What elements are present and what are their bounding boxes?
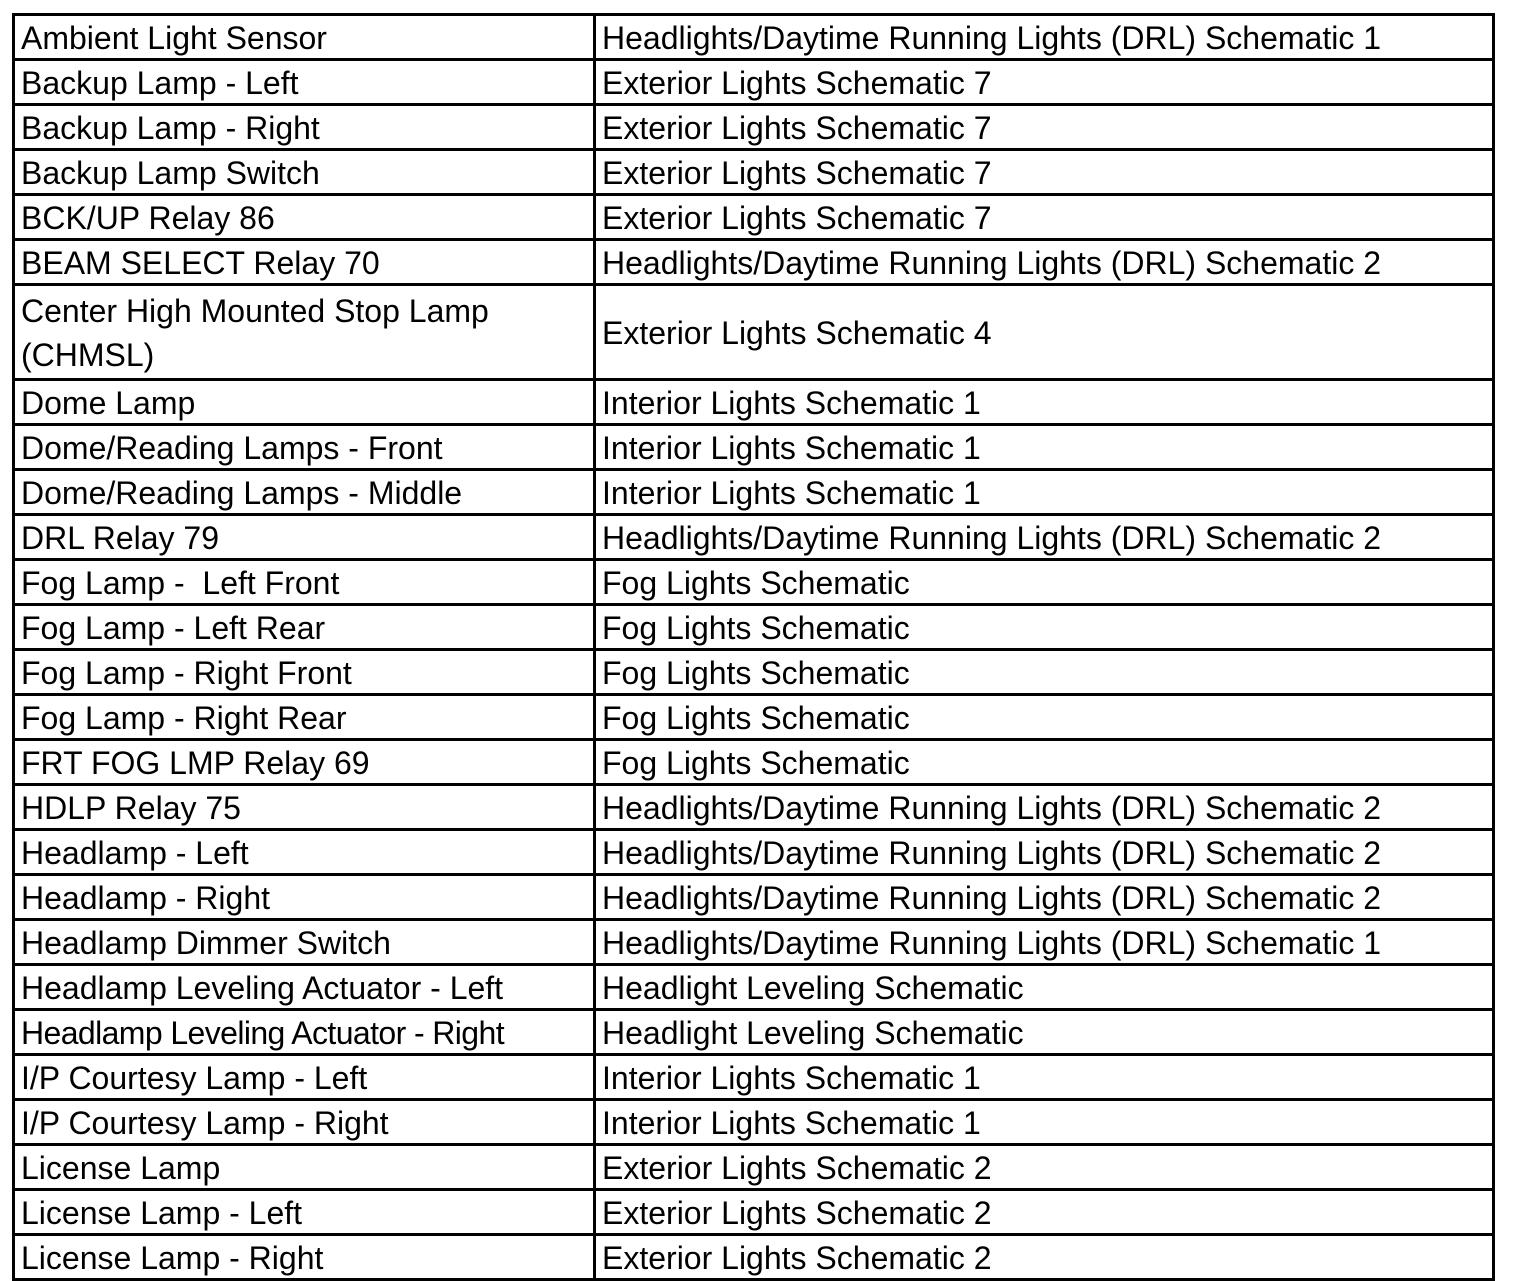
component-cell: Headlamp - Left — [14, 830, 595, 875]
component-cell: Headlamp Dimmer Switch — [14, 920, 595, 965]
schematic-reference-cell: Headlight Leveling Schematic — [595, 965, 1494, 1010]
table-row — [14, 605, 1494, 650]
table-row — [14, 830, 1494, 875]
component-cell: Backup Lamp - Left — [14, 60, 595, 105]
table-row — [14, 1010, 1494, 1055]
table-row — [14, 1190, 1494, 1235]
component-cell: DRL Relay 79 — [14, 515, 595, 560]
table-row — [14, 695, 1494, 740]
table-row — [14, 650, 1494, 695]
component-cell: Backup Lamp - Right — [14, 105, 595, 150]
table-row — [14, 920, 1494, 965]
component-cell: Headlamp - Right — [14, 875, 595, 920]
component-cell: BEAM SELECT Relay 70 — [14, 240, 595, 285]
component-index-body — [14, 15, 1494, 1280]
schematic-reference-cell: Headlights/Daytime Running Lights (DRL) Schematic 1 — [595, 920, 1494, 965]
component-cell: Headlamp Leveling Actuator - Left — [14, 965, 595, 1010]
table-row — [14, 560, 1494, 605]
table-row — [14, 470, 1494, 515]
component-cell: FRT FOG LMP Relay 69 — [14, 740, 595, 785]
schematic-reference-cell: Headlights/Daytime Running Lights (DRL) Schematic 2 — [595, 830, 1494, 875]
schematic-reference-cell: Exterior Lights Schematic 7 — [595, 105, 1494, 150]
component-cell: Fog Lamp - Left Front — [14, 560, 595, 605]
schematic-reference-cell: Headlights/Daytime Running Lights (DRL) Schematic 1 — [595, 15, 1494, 60]
component-cell: License Lamp - Left — [14, 1190, 595, 1235]
schematic-reference-cell: Interior Lights Schematic 1 — [595, 425, 1494, 470]
schematic-reference-cell: Exterior Lights Schematic 2 — [595, 1145, 1494, 1190]
component-cell: I/P Courtesy Lamp - Right — [14, 1100, 595, 1145]
schematic-reference-cell: Exterior Lights Schematic 7 — [595, 195, 1494, 240]
schematic-reference-cell: Interior Lights Schematic 1 — [595, 380, 1494, 425]
component-cell: Ambient Light Sensor — [14, 15, 595, 60]
schematic-reference-cell: Fog Lights Schematic — [595, 605, 1494, 650]
component-cell: Headlamp Leveling Actuator - Right — [14, 1010, 595, 1055]
component-cell: Backup Lamp Switch — [14, 150, 595, 195]
schematic-reference-cell: Headlights/Daytime Running Lights (DRL) Schematic 2 — [595, 240, 1494, 285]
table-row — [14, 60, 1494, 105]
component-cell: Fog Lamp - Right Rear — [14, 695, 595, 740]
table-row — [14, 875, 1494, 920]
schematic-reference-cell: Fog Lights Schematic — [595, 740, 1494, 785]
component-cell: Fog Lamp - Right Front — [14, 650, 595, 695]
table-row — [14, 785, 1494, 830]
schematic-reference-cell: Exterior Lights Schematic 7 — [595, 150, 1494, 195]
table-row — [14, 150, 1494, 195]
table-row — [14, 240, 1494, 285]
component-cell: License Lamp — [14, 1145, 595, 1190]
table-row — [14, 1235, 1494, 1280]
component-cell: License Lamp - Right — [14, 1235, 595, 1280]
schematic-reference-cell: Exterior Lights Schematic 7 — [595, 60, 1494, 105]
component-cell: Fog Lamp - Left Rear — [14, 605, 595, 650]
table-row — [14, 15, 1494, 60]
component-index-table — [12, 13, 1495, 1281]
schematic-reference-cell: Headlights/Daytime Running Lights (DRL) Schematic 2 — [595, 785, 1494, 830]
schematic-reference-cell: Exterior Lights Schematic 4 — [595, 285, 1494, 380]
schematic-reference-cell: Interior Lights Schematic 1 — [595, 1055, 1494, 1100]
component-cell: I/P Courtesy Lamp - Left — [14, 1055, 595, 1100]
schematic-reference-cell: Exterior Lights Schematic 2 — [595, 1235, 1494, 1280]
component-cell: Dome Lamp — [14, 380, 595, 425]
schematic-reference-cell: Exterior Lights Schematic 2 — [595, 1190, 1494, 1235]
schematic-reference-cell: Headlights/Daytime Running Lights (DRL) Schematic 2 — [595, 875, 1494, 920]
table-row — [14, 285, 1494, 380]
table-row — [14, 1055, 1494, 1100]
schematic-reference-cell: Fog Lights Schematic — [595, 695, 1494, 740]
table-row — [14, 195, 1494, 240]
table-row — [14, 515, 1494, 560]
table-row — [14, 740, 1494, 785]
component-cell: Dome/Reading Lamps - Front — [14, 425, 595, 470]
schematic-reference-cell: Fog Lights Schematic — [595, 560, 1494, 605]
component-index-sheet — [12, 13, 1486, 1281]
table-row — [14, 380, 1494, 425]
table-row — [14, 1100, 1494, 1145]
component-cell: Dome/Reading Lamps - Middle — [14, 470, 595, 515]
component-cell: HDLP Relay 75 — [14, 785, 595, 830]
schematic-reference-cell: Interior Lights Schematic 1 — [595, 1100, 1494, 1145]
table-row — [14, 1145, 1494, 1190]
schematic-reference-cell: Headlight Leveling Schematic — [595, 1010, 1494, 1055]
table-row — [14, 425, 1494, 470]
table-row — [14, 965, 1494, 1010]
schematic-reference-cell: Interior Lights Schematic 1 — [595, 470, 1494, 515]
table-row — [14, 105, 1494, 150]
component-cell: BCK/UP Relay 86 — [14, 195, 595, 240]
schematic-reference-cell: Fog Lights Schematic — [595, 650, 1494, 695]
component-cell: Center High Mounted Stop Lamp (CHMSL) — [14, 285, 595, 380]
schematic-reference-cell: Headlights/Daytime Running Lights (DRL) Schematic 2 — [595, 515, 1494, 560]
